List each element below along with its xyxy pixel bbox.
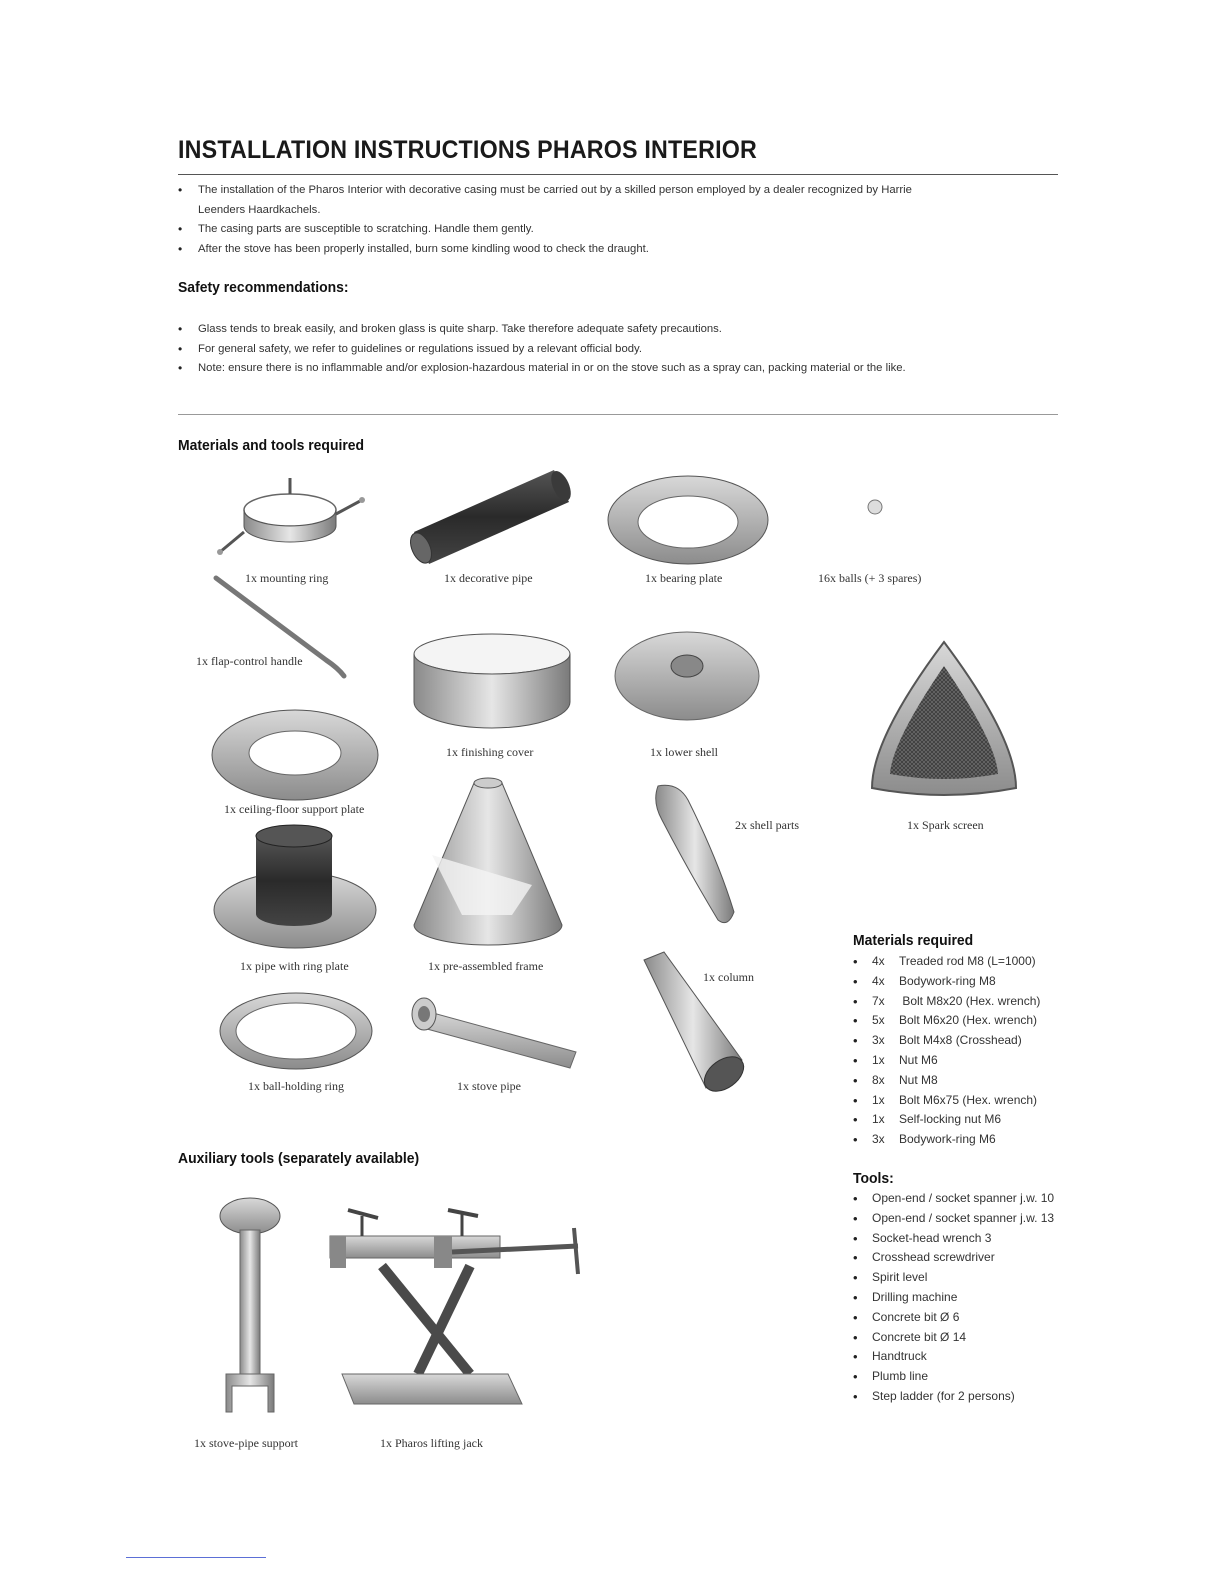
section-divider [178, 414, 1058, 415]
ball-holding-ring-image [218, 990, 374, 1072]
materials-required-heading: Materials required [853, 932, 974, 949]
tool-item: • Concrete bit Ø 14 [853, 1328, 1083, 1348]
material-item: • 4x Treaded rod M8 (L=1000) [853, 952, 1083, 972]
spark-screen-caption: 1x Spark screen [907, 818, 984, 832]
ball-image [866, 498, 884, 516]
pre-assembled-frame-image [412, 765, 564, 959]
tool-item: • Crosshead screwdriver [853, 1248, 1083, 1268]
pipe-with-ring-plate-caption: 1x pipe with ring plate [240, 959, 349, 973]
decorative-pipe-image [404, 462, 574, 566]
page-title: INSTALLATION INSTRUCTIONS PHAROS INTERIOR [178, 136, 757, 164]
intro-item: • After the stove has been properly installed, burn some kindling wood to check the draught. [178, 240, 918, 260]
materials-tools-heading: Materials and tools required [178, 437, 365, 454]
material-item: • 8x Nut M8 [853, 1071, 1083, 1091]
mounting-ring-image [212, 474, 372, 566]
finishing-cover-image [410, 632, 574, 732]
pre-assembled-frame-caption: 1x pre-assembled frame [428, 959, 544, 973]
tool-item: • Handtruck [853, 1347, 1083, 1367]
tool-item: • Concrete bit Ø 6 [853, 1308, 1083, 1328]
safety-item: • For general safety, we refer to guidelines or regulations issued by a relevant official body. [178, 340, 1058, 360]
material-item: • 5x Bolt M6x20 (Hex. wrench) [853, 1011, 1083, 1031]
bearing-plate-image [606, 472, 770, 568]
stove-pipe-support-caption: 1x stove-pipe support [194, 1436, 298, 1450]
intro-item: • The casing parts are susceptible to scratching. Handle them gently. [178, 220, 918, 240]
stove-pipe-image [408, 996, 582, 1072]
material-item: • 1x Nut M6 [853, 1051, 1083, 1071]
material-item: • 3x Bodywork-ring M6 [853, 1130, 1083, 1150]
lower-shell-image [612, 628, 762, 734]
safety-item: • Note: ensure there is no inflammable and/or explosion-hazardous material in or on the stove such as a spray can, packing material or the like. [178, 359, 1058, 379]
decorative-pipe-caption: 1x decorative pipe [444, 571, 533, 585]
material-item: • 4x Bodywork-ring M8 [853, 972, 1083, 992]
safety-list [178, 320, 1058, 379]
tool-item: • Open-end / socket spanner j.w. 10 [853, 1189, 1083, 1209]
material-item: • 1x Bolt M6x75 (Hex. wrench) [853, 1091, 1083, 1111]
stove-pipe-caption: 1x stove pipe [457, 1079, 521, 1093]
balls-caption: 16x balls (+ 3 spares) [818, 571, 922, 585]
tool-item: • Socket-head wrench 3 [853, 1229, 1083, 1249]
tool-item: • Plumb line [853, 1367, 1083, 1387]
stove-pipe-support-image [218, 1196, 282, 1422]
tools-heading: Tools: [853, 1170, 894, 1187]
tool-item: • Open-end / socket spanner j.w. 13 [853, 1209, 1083, 1229]
tool-item: • Drilling machine [853, 1288, 1083, 1308]
column-caption: 1x column [703, 970, 754, 984]
intro-item: • The installation of the Pharos Interior with decorative casing must be carried out by a skilled person employed by a dealer recognized by Harrie Leenders Haardkachels. [178, 181, 918, 220]
ball-holding-ring-caption: 1x ball-holding ring [248, 1079, 344, 1093]
finishing-cover-caption: 1x finishing cover [446, 745, 534, 759]
flap-control-handle-caption: 1x flap-control handle [196, 654, 303, 668]
lifting-jack-caption: 1x Pharos lifting jack [380, 1436, 483, 1450]
spark-screen-image [866, 638, 1022, 800]
safety-item: • Glass tends to break easily, and broken glass is quite sharp. Take therefore adequate safety precautions. [178, 320, 1058, 340]
lower-shell-caption: 1x lower shell [650, 745, 718, 759]
pipe-with-ring-plate-image [212, 822, 378, 952]
shell-parts-caption: 2x shell parts [735, 818, 799, 832]
lifting-jack-image [322, 1206, 588, 1420]
intro-list [178, 181, 918, 259]
footer-underline [126, 1557, 266, 1558]
mounting-ring-caption: 1x mounting ring [245, 571, 329, 585]
material-item: • 3x Bolt M4x8 (Crosshead) [853, 1031, 1083, 1051]
material-item: • 7x Bolt M8x20 (Hex. wrench) [853, 992, 1083, 1012]
tool-item: • Step ladder (for 2 persons) [853, 1387, 1083, 1407]
ceiling-floor-support-plate-image [210, 707, 380, 803]
shell-parts-image [648, 780, 738, 930]
auxiliary-heading: Auxiliary tools (separately available) [178, 1150, 420, 1167]
tool-item: • Spirit level [853, 1268, 1083, 1288]
title-divider [178, 174, 1058, 175]
materials-required-list [853, 952, 1083, 1150]
material-item: • 1x Self-locking nut M6 [853, 1110, 1083, 1130]
tools-list [853, 1189, 1083, 1407]
ceiling-floor-support-plate-caption: 1x ceiling-floor support plate [224, 802, 365, 816]
bearing-plate-caption: 1x bearing plate [645, 571, 723, 585]
safety-heading: Safety recommendations: [178, 279, 349, 296]
